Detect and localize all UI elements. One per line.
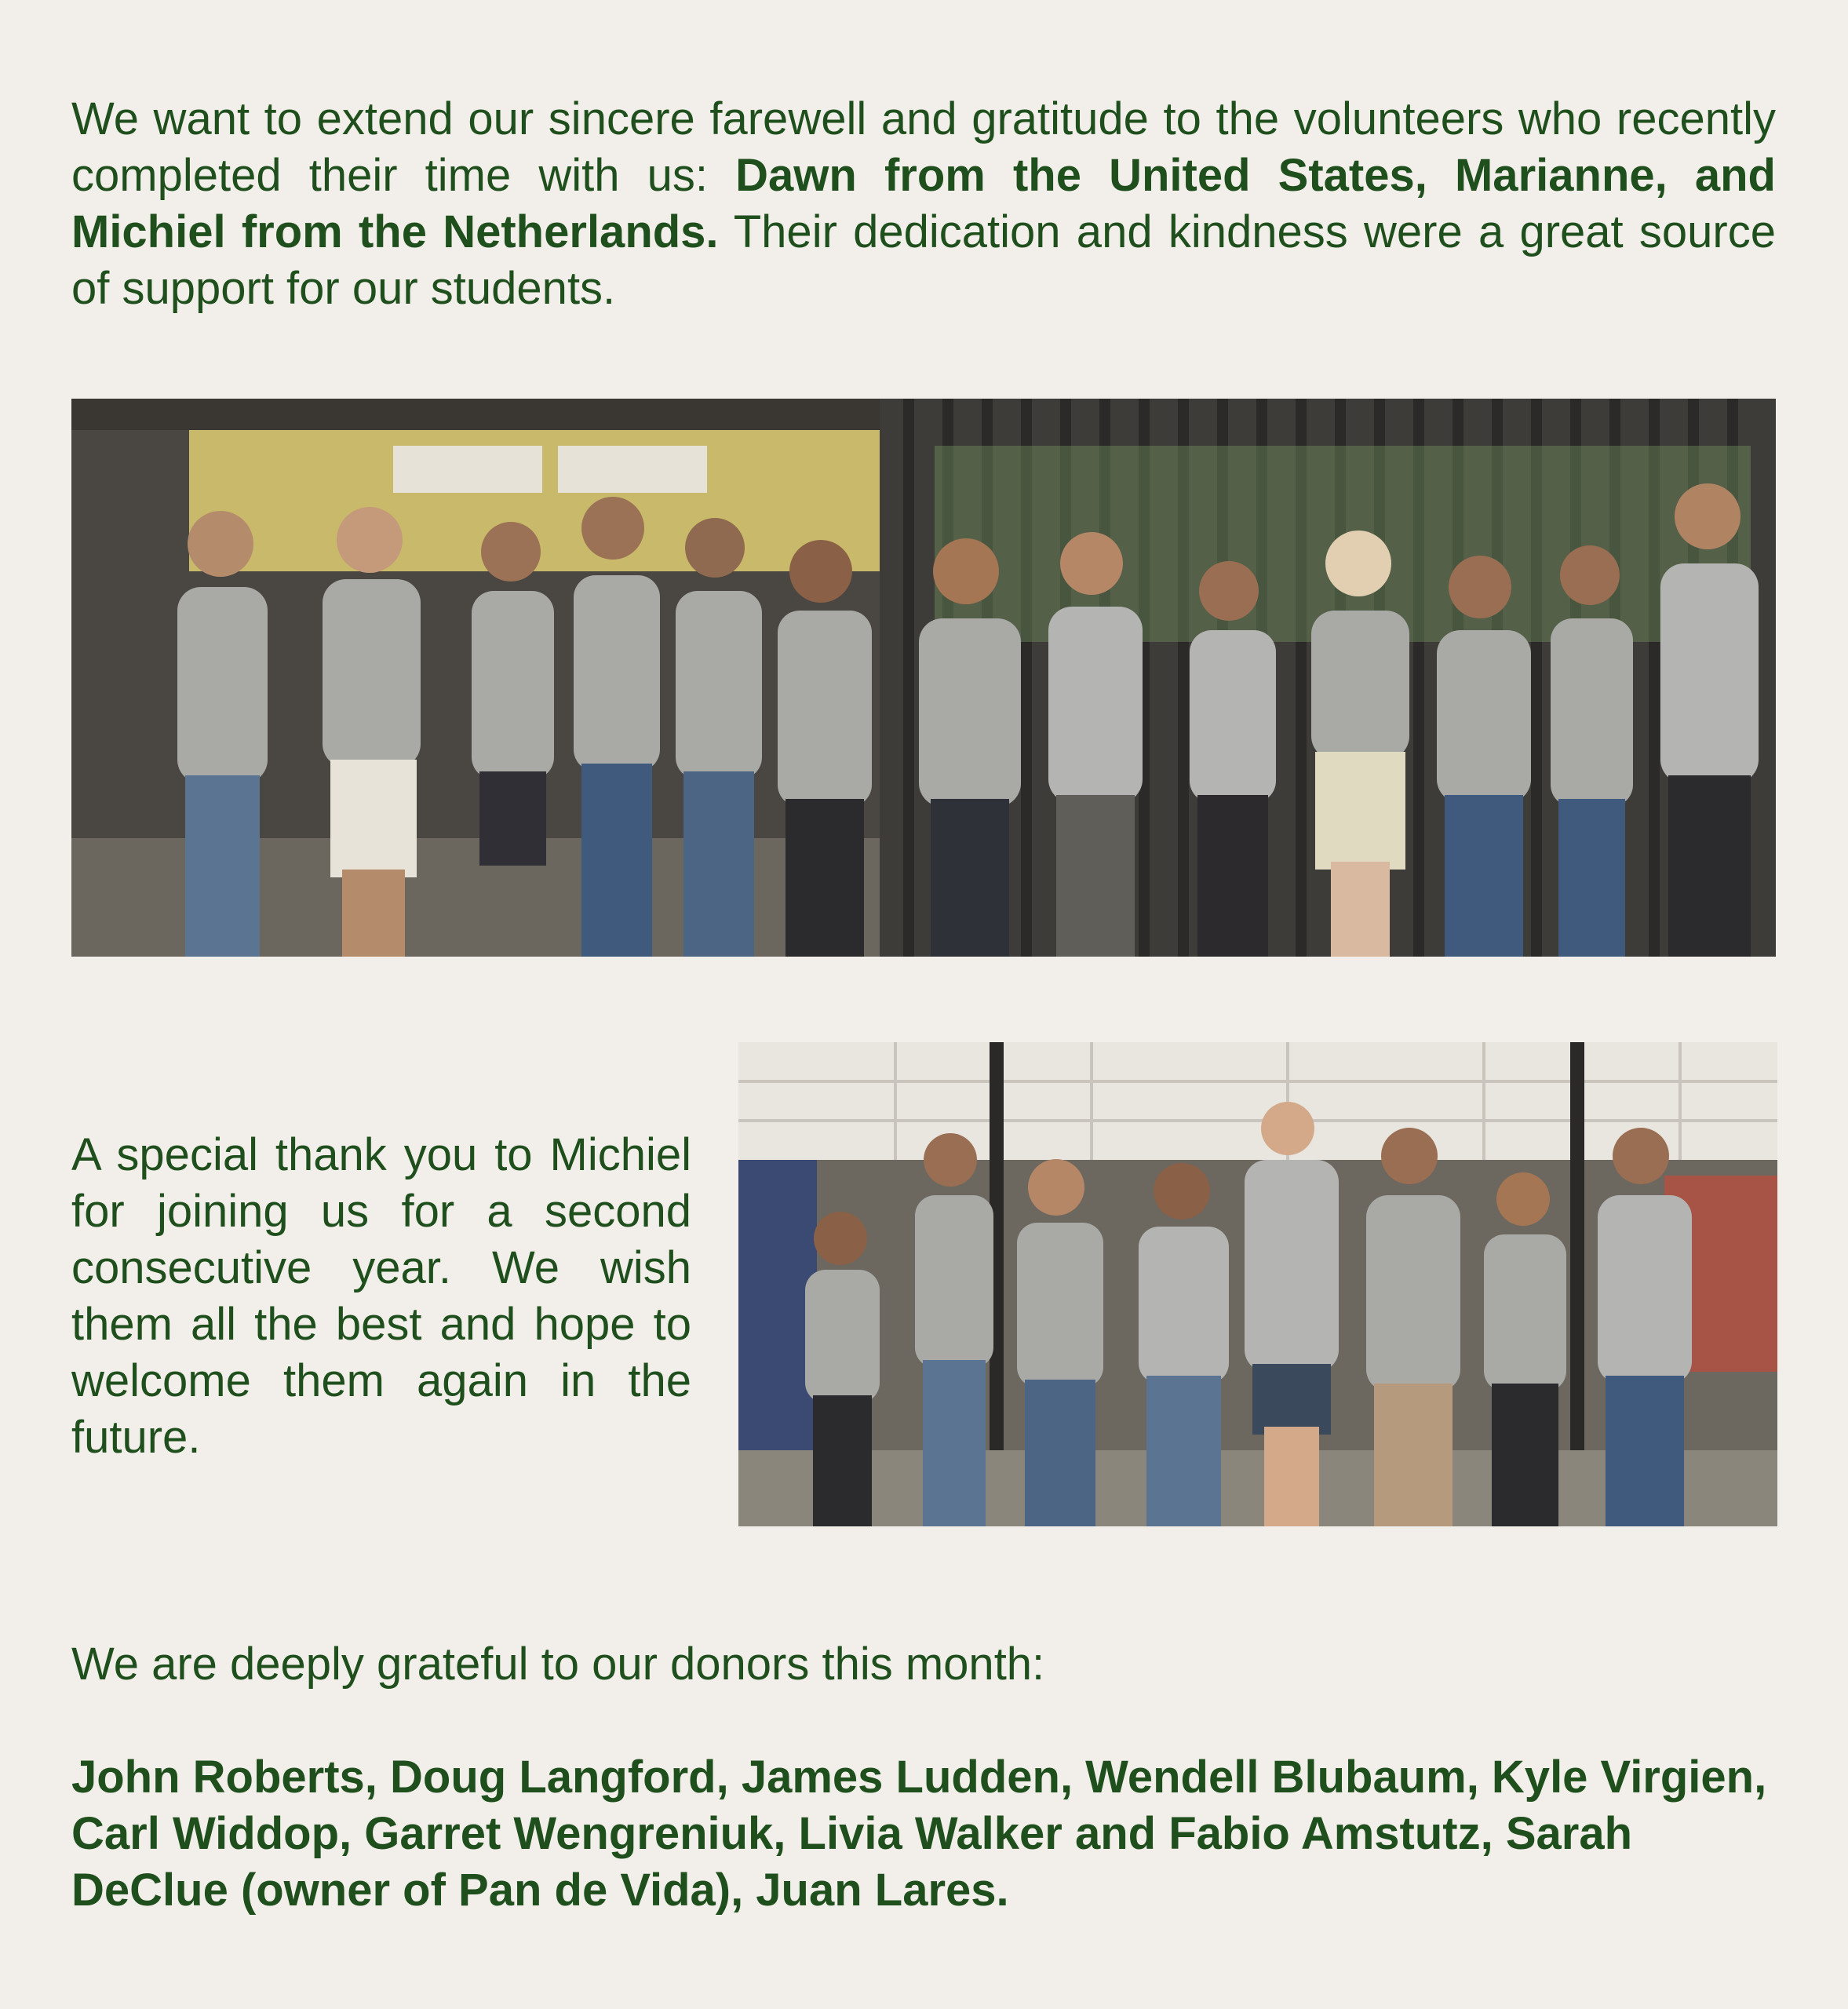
volunteers-group-photo-illustration [71, 399, 1776, 957]
donors-intro: We are deeply grateful to our donors this month: [71, 1639, 1045, 1690]
michiel-group-photo-illustration [738, 1042, 1777, 1526]
intro-text-b: Their dedication and kindness were a great source of support for our students. [71, 206, 1776, 314]
special-thanks-paragraph: A special thank you to Michiel for joining us for a second consecutive year. We wish them all the best and hope to welcome them again in the future. [71, 1129, 691, 1463]
michiel-group-photo [738, 1042, 1777, 1526]
intro-paragraph [71, 91, 1776, 317]
donors-list: John Roberts, Doug Langford, James Ludden, Wendell Blubaum, Kyle Virgien, Carl Widdop, Garret Wengreniuk, Livia Walker and Fabio Amstutz, Sarah DeClue (owner of Pan de Vida), Juan Lares. [71, 1752, 1767, 1916]
intro-volunteer-names: Dawn from the United States, Marianne, and Michiel from the Netherlands. [71, 150, 1776, 257]
volunteers-group-photo [71, 399, 1776, 957]
intro-text-a: We want to extend our sincere farewell and gratitude to the volunteers who recently completed their time with us: [71, 93, 1776, 201]
